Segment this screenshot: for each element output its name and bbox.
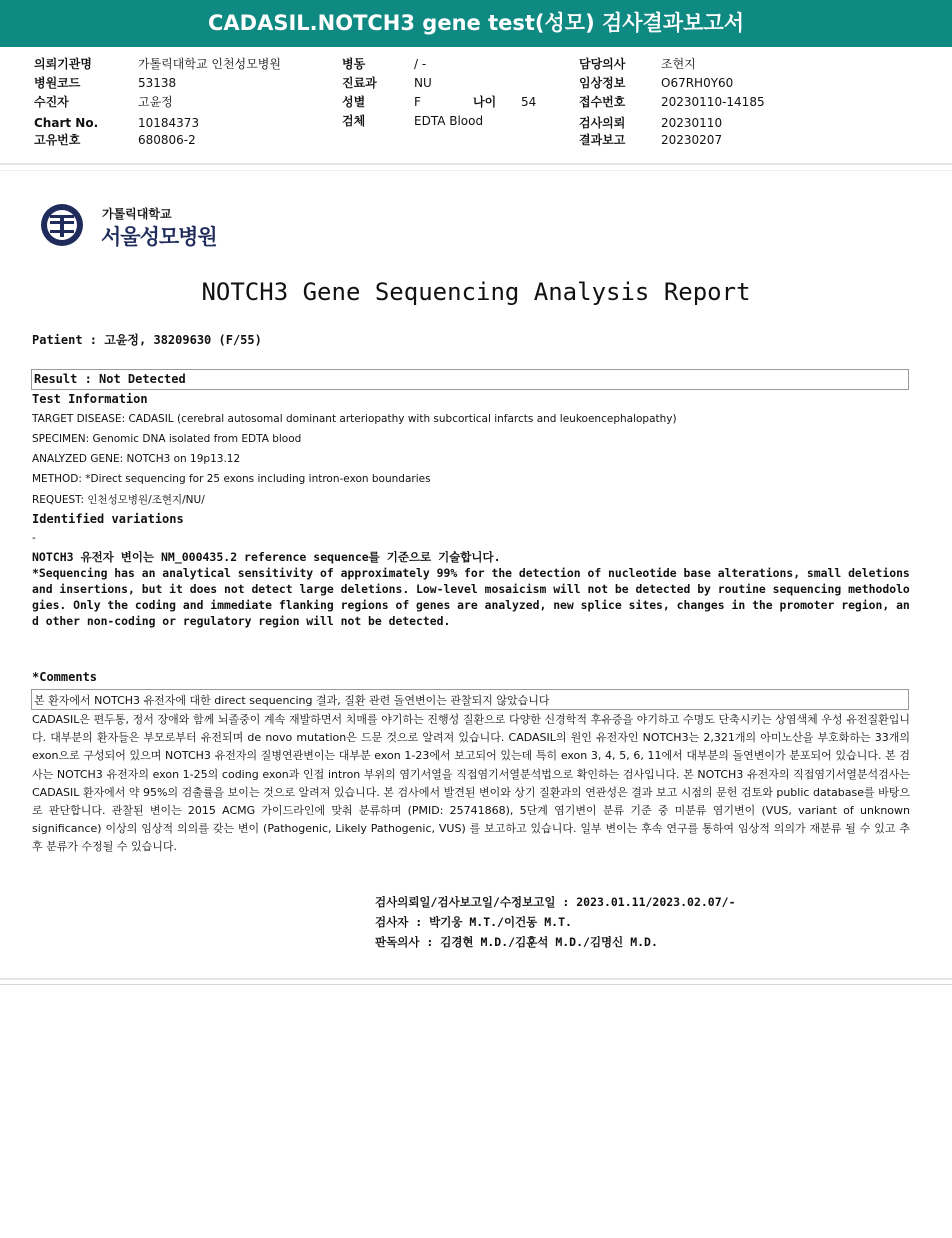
label-test-request-date: 검사의뢰 [579,116,626,130]
label-receipt-number: 접수번호 [579,95,626,109]
label-chart-no: Chart No. [34,116,99,130]
label-clinical-info: 임상정보 [579,76,626,90]
hospital-emblem-icon [30,203,94,247]
variations-dash: - [32,532,36,544]
result-text: Result : Not Detected [34,372,186,386]
report-title: NOTCH3 Gene Sequencing Analysis Report [201,278,751,306]
footer-divider [0,978,952,980]
label-age: 나이 [473,95,497,109]
header-divider [0,163,952,165]
value-chart-no: 10184373 [138,116,200,130]
comment-body: CADASIL은 편두통, 정서 장애와 함께 뇌졸중이 계속 재발하면서 치매를 야기하는 진행성 질환으로 다양한 신경학적 후유증을 야기하고 수명도 단축시키는 상염색체 우성 유전질환입니다. 대부분의 환자들은 부모로부터 유전되며 de novo mutation은 드문 것으로 알려져 있습니다. CADASIL의 원인 유전자인 NOTCH3는 2,321개의 아미노산을 부호화하는 33개의 exon으로 구성되어 있으며 NOTCH3 유전자의 질병연관변이는 대부분 exon 1-23에서 보고되어 있는데 특히 exon 3, 4, 5, 6, 11에서 대부분의 돌연변이가 분포되어 있습니다. 본 검사는 NOTCH3 유전자의 exon 1-25의 coding exon과 인접 intron 부위의 염기서열을 직접염기서열분석법으로 확인하는 검사입니다. 본 NOTCH3 유전자의 직접염기서열분석검사는 CADASIL 환자에서 약 95%의 검출률을 보이는 것으로 알려져 있습니다. 본 검사에서 발견된 변이와 상기 질환과의 연관성은 결과 보고 시점의 문헌 검토와 public database를 바탕으로 판단합니다. 관찰된 변이는 2015 ACMG 가이드라인에 맞춰 분류하며 (PMID: 25741868), 5단계 염기변이 분류 기준 중 미분류 염기변이 (VUS, variant of unknown significance) 이상의 임상적 의의를 갖는 변이 (Pathogenic, Likely Pathogenic, VUS) 를 보고하고 있습니다. 일부 변이는 후속 연구를 통하여 임상적 의의가 재분류 될 수 있고 추후 분류가 수정될 수 있습니다. [32,713,910,854]
label-department: 진료과 [342,76,377,90]
method-line: METHOD: *Direct sequencing for 25 exons including intron-exon boundaries [32,473,431,485]
comments-heading: *Comments [32,670,98,684]
value-age: 54 [521,95,537,109]
label-unique-id: 고유번호 [34,133,81,147]
reading-physicians: 판독의사 : 김경현 M.D./김훈석 M.D./김명신 M.D. [375,935,658,949]
value-result-report-date: 20230207 [661,133,723,147]
tester-names: 검사자 : 박기웅 M.T./이건동 M.T. [375,915,572,929]
identified-variations-heading: Identified variations [32,512,184,526]
value-department: NU [414,76,432,90]
value-attending-physician: 조현지 [661,57,696,71]
label-sex: 성별 [342,95,366,109]
label-attending-physician: 담당의사 [579,57,626,71]
value-test-request-date: 20230110 [661,116,723,130]
footer-divider-secondary [0,984,952,985]
value-examinee: 고윤정 [138,95,173,109]
analyzed-gene: ANALYZED GENE: NOTCH3 on 19p13.12 [32,453,241,465]
value-clinical-info: O67RH0Y60 [661,76,734,90]
logo-university-name: 가톨릭대학교 [102,207,172,221]
reference-note: NOTCH3 유전자 변이는 NM_000435.2 reference sequence를 기준으로 기술합니다. [32,550,501,564]
value-ward: / - [414,57,427,71]
value-receipt-number: 20230110-14185 [661,95,765,109]
request-line: REQUEST: 인천성모병원/조현지/NU/ [32,494,205,506]
report-dates: 검사의뢰일/검사보고일/수정보고일 : 2023.01.11/2023.02.07/- [375,895,736,909]
patient-line: Patient : 고윤정, 38209630 (F/55) [32,333,262,347]
value-sex: F [414,95,421,109]
report-header-title: CADASIL.NOTCH3 gene test(성모) 검사결과보고서 [0,0,952,47]
value-requesting-institution: 가톨릭대학교 인천성모병원 [138,57,281,71]
logo-hospital-name: 서울성모병원 [101,225,217,249]
sensitivity-note: *Sequencing has an analytical sensitivity of approximately 99% for the detection of nucleotide base alterations, small deletions and insertions, but it does not detect large deletions. Low-level mosaicism will not be detected by routine sequencing methodologies. Only the coding and immediate flanking regions of genes are analyzed, new splice sites, changes in the promoter region, and other non-coding or regulatory region will not be detected. [32,566,910,628]
label-requesting-institution: 의뢰기관명 [34,57,92,71]
label-ward: 병동 [342,57,366,71]
label-result-report-date: 결과보고 [579,133,626,147]
comment-summary: 본 환자에서 NOTCH3 유전자에 대한 direct sequencing 결과, 질환 관련 돌연변이는 관찰되지 않았습니다 [34,694,550,707]
value-hospital-code: 53138 [138,76,177,90]
label-hospital-code: 병원코드 [34,76,81,90]
label-specimen: 검체 [342,114,366,128]
label-examinee: 수진자 [34,95,69,109]
target-disease: TARGET DISEASE: CADASIL (cerebral autosomal dominant arteriopathy with subcortical infarcts and leukoencephalopathy) [32,413,677,425]
value-unique-id: 680806-2 [138,133,196,147]
value-specimen: EDTA Blood [414,114,484,128]
specimen-line: SPECIMEN: Genomic DNA isolated from EDTA blood [32,433,302,445]
test-information-heading: Test Information [32,392,148,406]
header-divider-secondary [0,170,952,171]
